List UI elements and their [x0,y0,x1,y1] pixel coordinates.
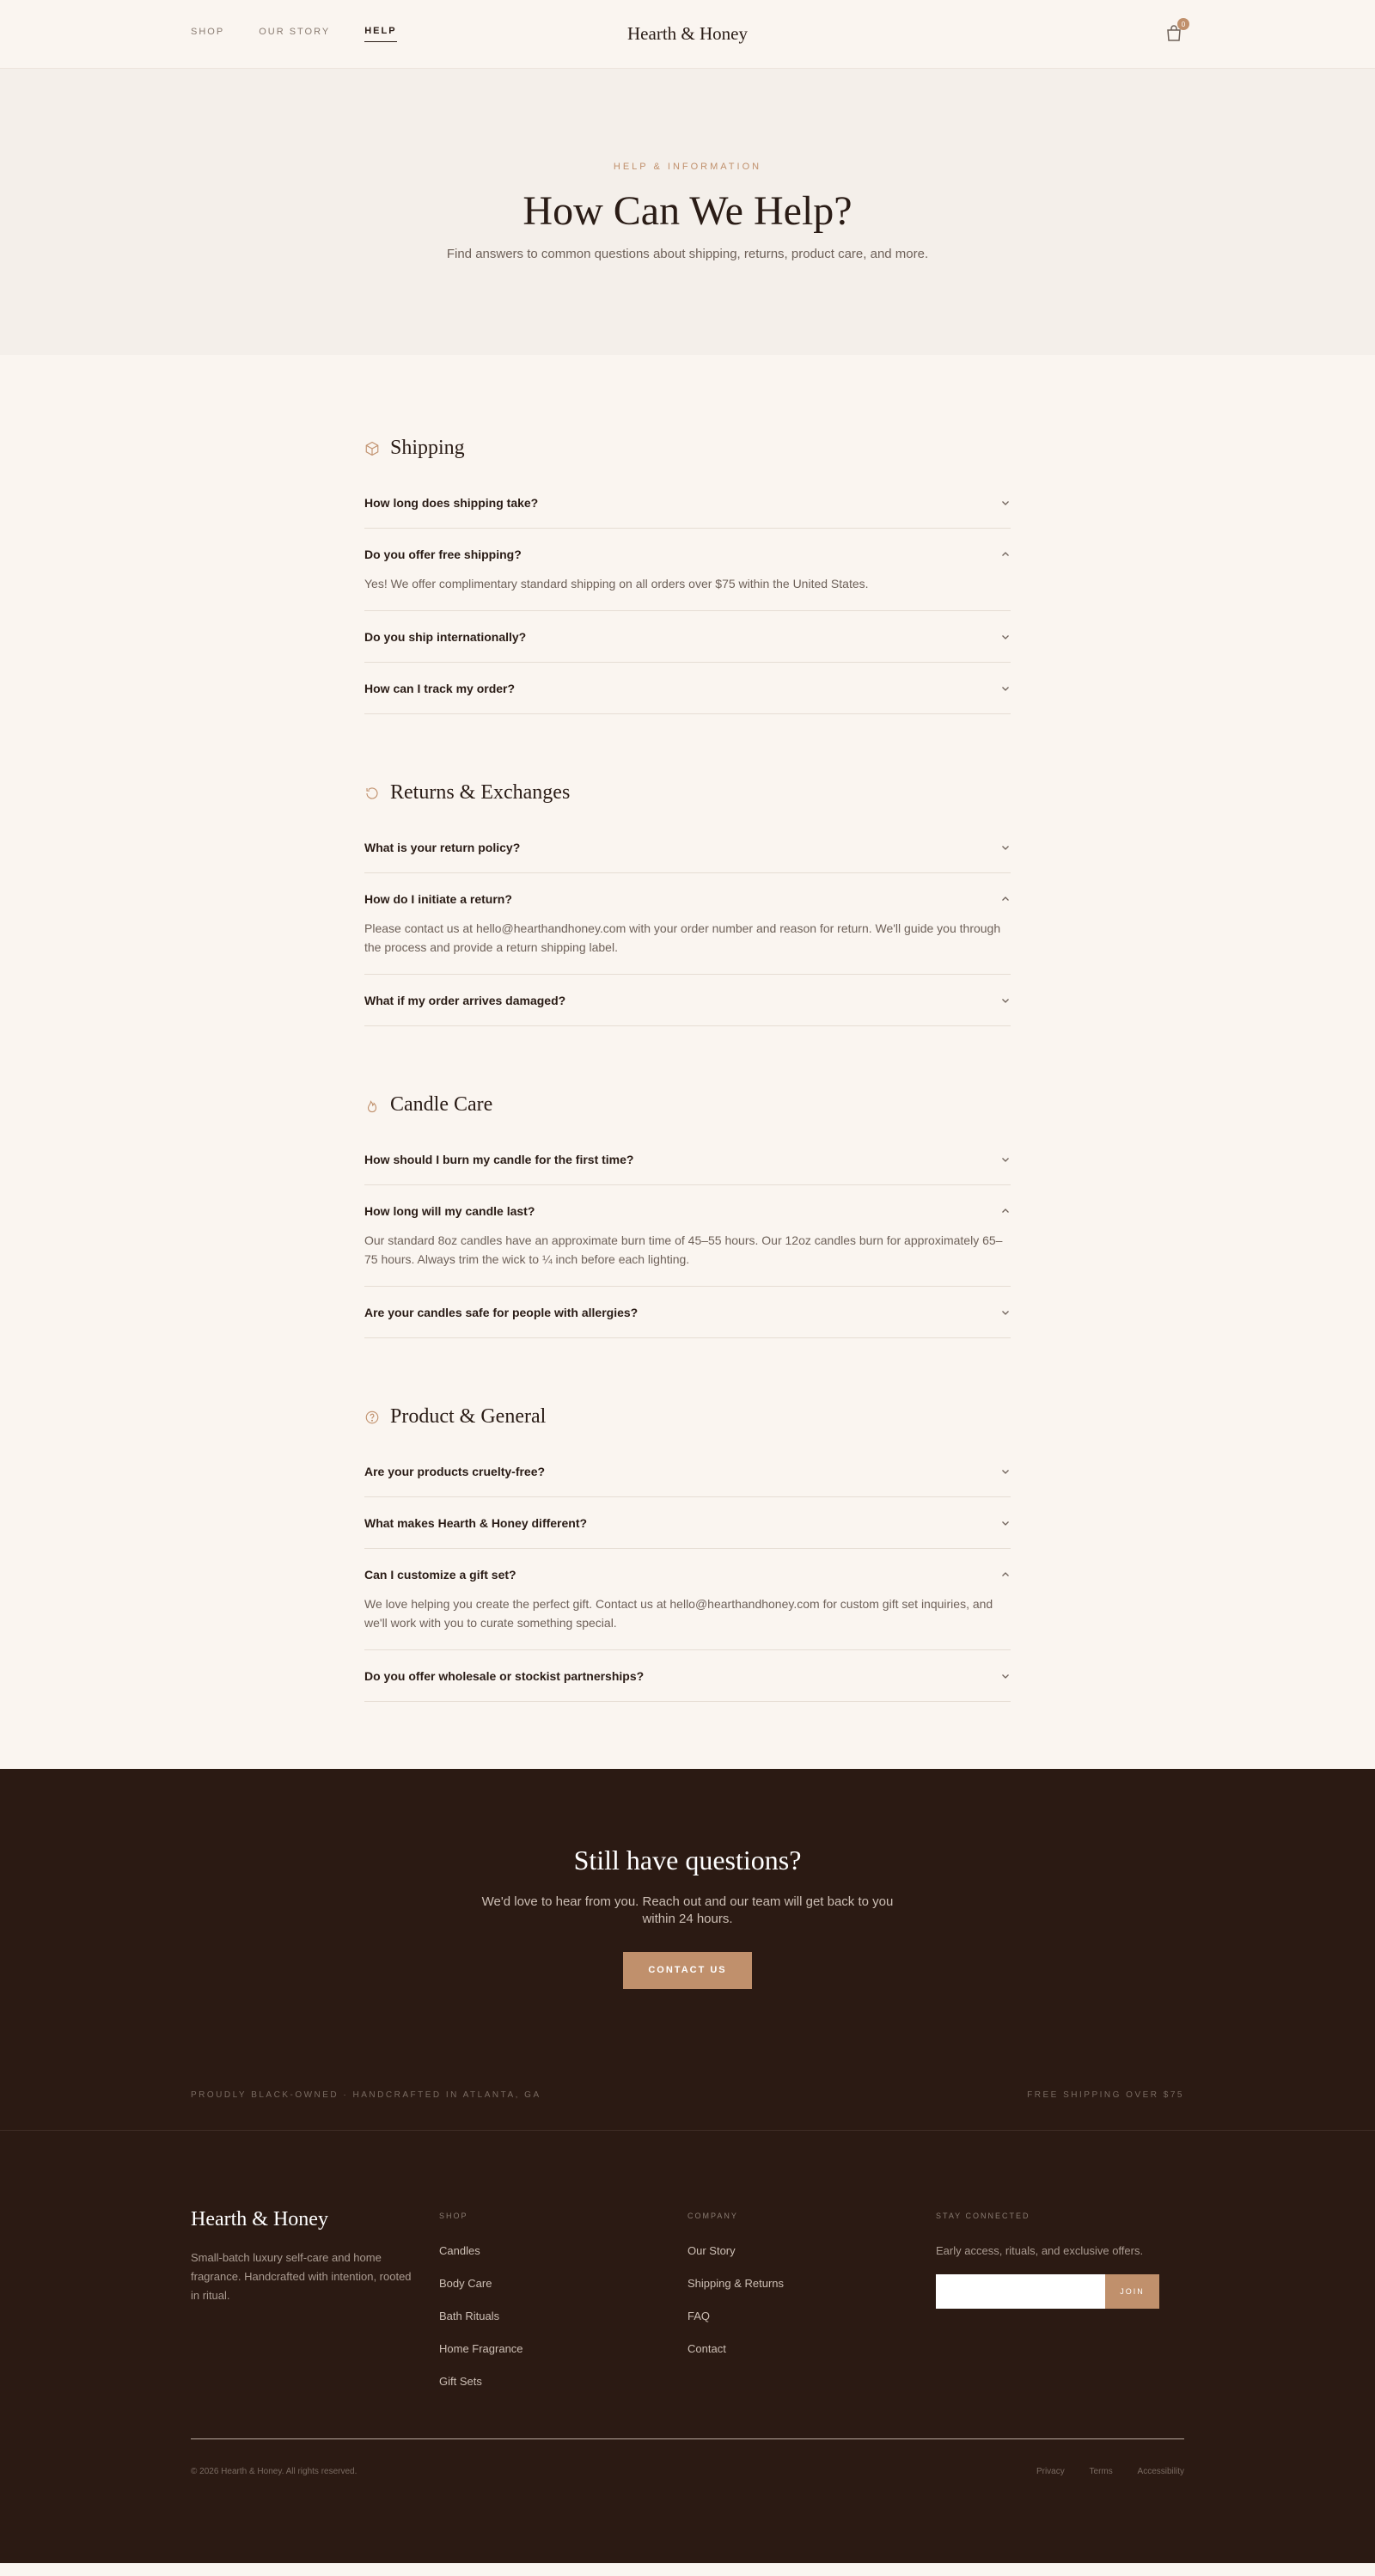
brand-strip-left: PROUDLY BLACK-OWNED · HANDCRAFTED IN ATLANTA, GA [191,2090,541,2100]
faq-question-toggle[interactable] [364,1185,1011,1236]
newsletter-text: Early access, rituals, and exclusive offers. [936,2244,1144,2257]
faq-question-toggle[interactable] [364,975,1011,1025]
footer-link-bath-rituals[interactable]: Bath Rituals [439,2310,500,2322]
footer-link-contact[interactable]: Contact [688,2342,726,2355]
footer-columns [191,2208,1184,2408]
footer-brand-column [191,2208,439,2408]
chevron-down-icon [1000,632,1011,642]
faq-question-toggle[interactable] [364,529,1011,579]
faq-item [364,477,1011,529]
faq-question-toggle[interactable] [364,1549,1011,1600]
question-circle-icon [364,1410,380,1425]
section-heading [364,1405,1011,1429]
chevron-down-icon [1000,1518,1011,1528]
section-heading [364,437,1011,460]
faq-question: How long will my candle last? [364,1203,535,1218]
faq-item [364,873,1011,975]
faq-question: Can I customize a gift set? [364,1567,516,1582]
faq-question-toggle[interactable] [364,663,1011,713]
main-nav [191,26,397,42]
section-heading [364,1093,1011,1117]
chevron-up-icon [1000,1569,1011,1580]
faq-item [364,1134,1011,1185]
faq-item [364,1549,1011,1650]
faq-item [364,1446,1011,1497]
legal-link-terms[interactable]: Terms [1089,2467,1113,2476]
newsletter-email-input[interactable] [936,2274,1105,2309]
hero-subtitle: Find answers to common questions about shipping, returns, product care, and more. [446,247,929,261]
faq-question-toggle[interactable] [364,1134,1011,1184]
chevron-down-icon [1000,1671,1011,1681]
nav-our-story[interactable]: OUR STORY [259,26,331,37]
cart-button[interactable] [1164,20,1186,44]
faq-question-toggle[interactable] [364,822,1011,872]
faq-section-product-general [364,1405,1011,1702]
chevron-up-icon [1000,1206,1011,1216]
footer-company-column [688,2208,936,2408]
chevron-up-icon [1000,894,1011,904]
faq-answer: Yes! We offer complimentary standard shipping on all orders over $75 within the United States. [364,577,869,590]
chevron-up-icon [1000,549,1011,560]
contact-cta-section [0,1769,1375,2130]
faq-question: How long does shipping take? [364,495,539,510]
footer-newsletter-column [936,2208,1184,2408]
faq-question-toggle[interactable] [364,873,1011,924]
cta-title: Still have questions? [573,1845,802,1875]
faq-item [364,611,1011,663]
chevron-down-icon [1000,1154,1011,1165]
footer-link-candles[interactable]: Candles [439,2244,480,2257]
faq-item [364,1287,1011,1338]
faq-question: How do I initiate a return? [364,891,512,906]
section-heading [364,781,1011,805]
section-title: Product & General [390,1405,547,1428]
chevron-down-icon [1000,683,1011,694]
faq-question: How can I track my order? [364,681,516,695]
section-title: Candle Care [390,1093,493,1116]
faq-section-candle-care [364,1093,1011,1338]
faq-question-toggle[interactable] [364,1497,1011,1548]
faq-question: Do you offer free shipping? [364,547,522,561]
footer-column-title: SHOP [439,2212,468,2220]
chevron-down-icon [1000,1307,1011,1318]
newsletter-form [936,2274,1159,2309]
faq-list [364,355,1011,1702]
footer-link-shipping-returns[interactable]: Shipping & Returns [688,2277,785,2290]
legal-link-privacy[interactable]: Privacy [1036,2467,1065,2476]
faq-question: What makes Hearth & Honey different? [364,1515,588,1530]
faq-answer: We love helping you create the perfect gift. Contact us at hello@hearthandhoney.com for custom gift set inquiries, and we'll work with you to curate something special. [364,1597,993,1630]
faq-question-toggle[interactable] [364,611,1011,662]
refresh-icon [364,786,380,801]
cta-text: We'd love to hear from you. Reach out and our team will get back to you within 24 hours. [481,1894,894,1926]
footer-column-title: COMPANY [688,2212,738,2220]
legal-links [1014,2467,1184,2476]
section-title: Shipping [390,437,465,459]
nav-shop[interactable]: SHOP [191,26,225,37]
footer-link-body-care[interactable]: Body Care [439,2277,492,2290]
legal-link-accessibility[interactable]: Accessibility [1137,2467,1184,2476]
faq-section-returns [364,781,1011,1026]
site-header [0,0,1375,69]
faq-section-shipping [364,437,1011,714]
footer-shop-column [439,2208,688,2408]
contact-us-button[interactable]: CONTACT US [623,1952,752,1989]
footer-tagline: Small-batch luxury self-care and home fragrance. Handcrafted with intention, rooted in ritual. [191,2251,412,2302]
footer-link-home-fragrance[interactable]: Home Fragrance [439,2342,523,2355]
hero-section [0,69,1375,355]
faq-question: Do you offer wholesale or stockist partnerships? [364,1668,645,1683]
newsletter-join-button[interactable]: JOIN [1105,2274,1159,2309]
footer-link-faq[interactable]: FAQ [688,2310,711,2322]
site-footer [0,2130,1375,2563]
faq-item [364,1650,1011,1702]
faq-item [364,822,1011,873]
faq-item [364,975,1011,1026]
brand-strip-right: FREE SHIPPING OVER $75 [1027,2090,1184,2100]
footer-link-gift-sets[interactable]: Gift Sets [439,2375,482,2388]
faq-item [364,1185,1011,1287]
site-logo[interactable]: Hearth & Honey [627,23,748,44]
faq-question: What is your return policy? [364,840,521,854]
faq-question-toggle[interactable] [364,477,1011,528]
faq-question: How should I burn my candle for the first time? [364,1152,634,1166]
faq-question-toggle[interactable] [364,1446,1011,1496]
chevron-down-icon [1000,498,1011,508]
flame-icon [364,1098,380,1113]
footer-logo[interactable]: Hearth & Honey [191,2208,328,2230]
faq-question: Are your candles safe for people with allergies? [364,1305,639,1319]
box-icon [364,441,380,456]
hero-eyebrow: HELP & INFORMATION [613,162,762,172]
faq-question: Do you ship internationally? [364,629,527,644]
faq-question-toggle[interactable] [364,1287,1011,1337]
faq-item [364,529,1011,611]
chevron-down-icon [1000,995,1011,1006]
faq-item [364,663,1011,714]
footer-bottom-bar [191,2438,1184,2476]
chevron-down-icon [1000,842,1011,853]
copyright: © 2026 Hearth & Honey. All rights reserved. [191,2467,358,2476]
nav-help[interactable]: HELP [364,26,396,42]
footer-link-our-story[interactable]: Our Story [688,2244,736,2257]
faq-question: What if my order arrives damaged? [364,993,566,1007]
brand-strip [191,2090,1184,2100]
cart-count-badge: 0 [1177,18,1189,30]
faq-answer: Please contact us at hello@hearthandhoney.com with your order number and reason for return. We'll guide you through the process and provide a return shipping label. [364,921,1001,954]
footer-column-title: STAY CONNECTED [936,2212,1030,2220]
page-title: How Can We Help? [522,188,852,234]
faq-question-toggle[interactable] [364,1650,1011,1701]
faq-answer: Our standard 8oz candles have an approximate burn time of 45–55 hours. Our 12oz candles burn for approximately 65–75 hours. Always trim the wick to ¼ inch before each lighting. [364,1233,1003,1266]
faq-item [364,1497,1011,1549]
chevron-down-icon [1000,1466,1011,1477]
faq-question: Are your products cruelty-free? [364,1464,546,1478]
section-title: Returns & Exchanges [390,781,571,804]
